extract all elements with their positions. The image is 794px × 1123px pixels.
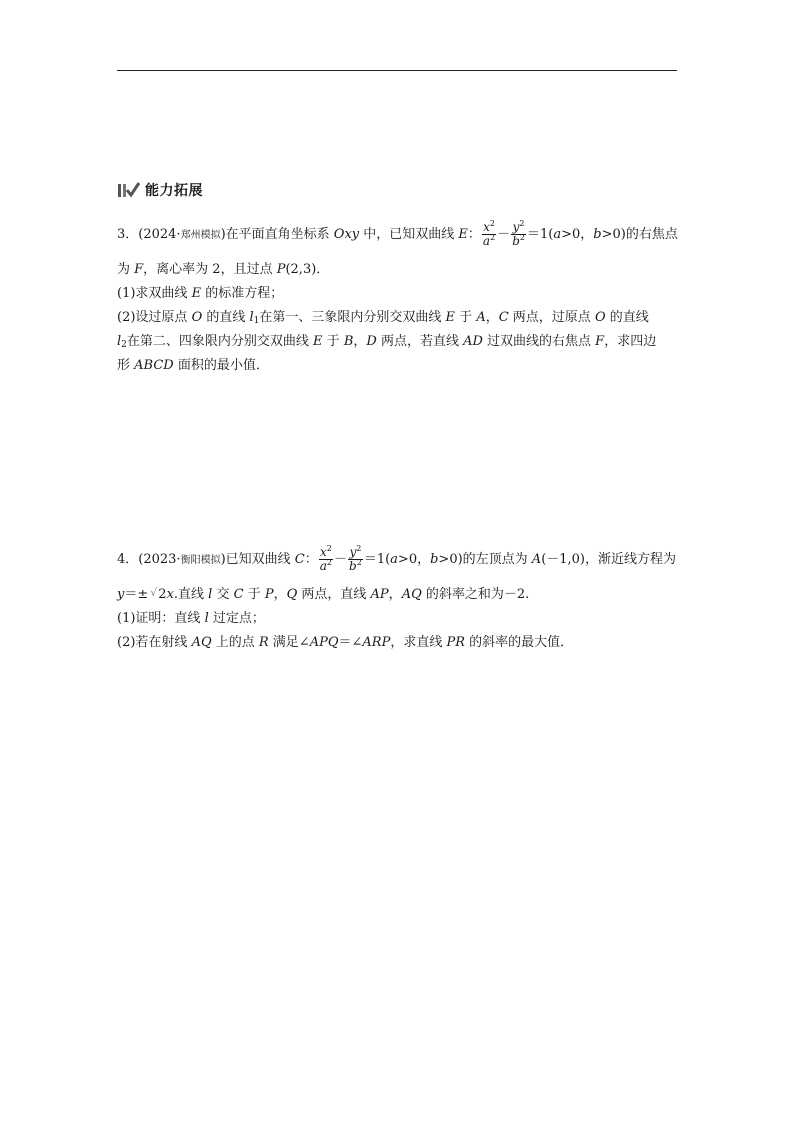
section-heading: [117, 180, 203, 200]
fraction-y2-b2: $\frac{y^2}{b^2}$: [512, 219, 525, 248]
header-rule: [117, 70, 677, 71]
fraction-y2-b2: $\frac{y^2}{b^2}$: [349, 544, 362, 573]
problem-4-line-1: 4．(2023·衡阳模拟)已知双曲线 C： $\frac{x^2}{a^2}$ － $\frac{y^2}{b^2}$ ＝1(a>0，b>0)的左顶点为 A(－1,0)，渐近线方程为: [117, 544, 677, 573]
problem-4-line-2: y＝± √2x.直线 l 交 C 于 P，Q 两点，直线 AP，AQ 的斜率之和为－2.: [117, 585, 529, 605]
problem-3-question-2-line-1: (2)设过原点 O 的直线 $l_1$在第一、三象限内分别交双曲线 E 于 A，C 两点，过原点 O 的直线: [117, 310, 649, 326]
problem-4-question-2: (2)若在射线 AQ 上的点 R 满足∠APQ＝∠ARP，求直线 PR 的斜率的最大值．: [117, 635, 574, 650]
problem-3-question-2-line-3: 形 ABCD 面积的最小值．: [117, 358, 269, 373]
problem-3-line-2: 为 F，离心率为 2，且过点 P(2,3)．: [117, 262, 330, 277]
fraction-x2-a2: $\frac{x^2}{a^2}$: [319, 544, 333, 573]
fraction-x2-a2: $\frac{x^2}{a^2}$: [482, 219, 496, 248]
checklist-logo-icon: [117, 181, 141, 199]
problem-3-line-1: 3．(2024·郑州模拟)在平面直角坐标系 Oxy 中，已知双曲线 E： $\frac{x^2}{a^2}$ － $\frac{y^2}{b^2}$ ＝1(a>0，b>0)的右焦点: [117, 219, 678, 248]
section-title: 能力拓展: [145, 183, 203, 199]
problem-4-question-1: (1)证明：直线 l 过定点；: [117, 611, 265, 626]
problem-3-question-2-line-2: $l_2$在第二、四象限内分别交双曲线 E 于 B，D 两点，若直线 AD 过双曲线的右焦点 F，求四边: [117, 334, 657, 350]
problem-3-question-1: (1)求双曲线 E 的标准方程；: [117, 286, 284, 301]
sqrt-icon: √: [150, 586, 158, 599]
